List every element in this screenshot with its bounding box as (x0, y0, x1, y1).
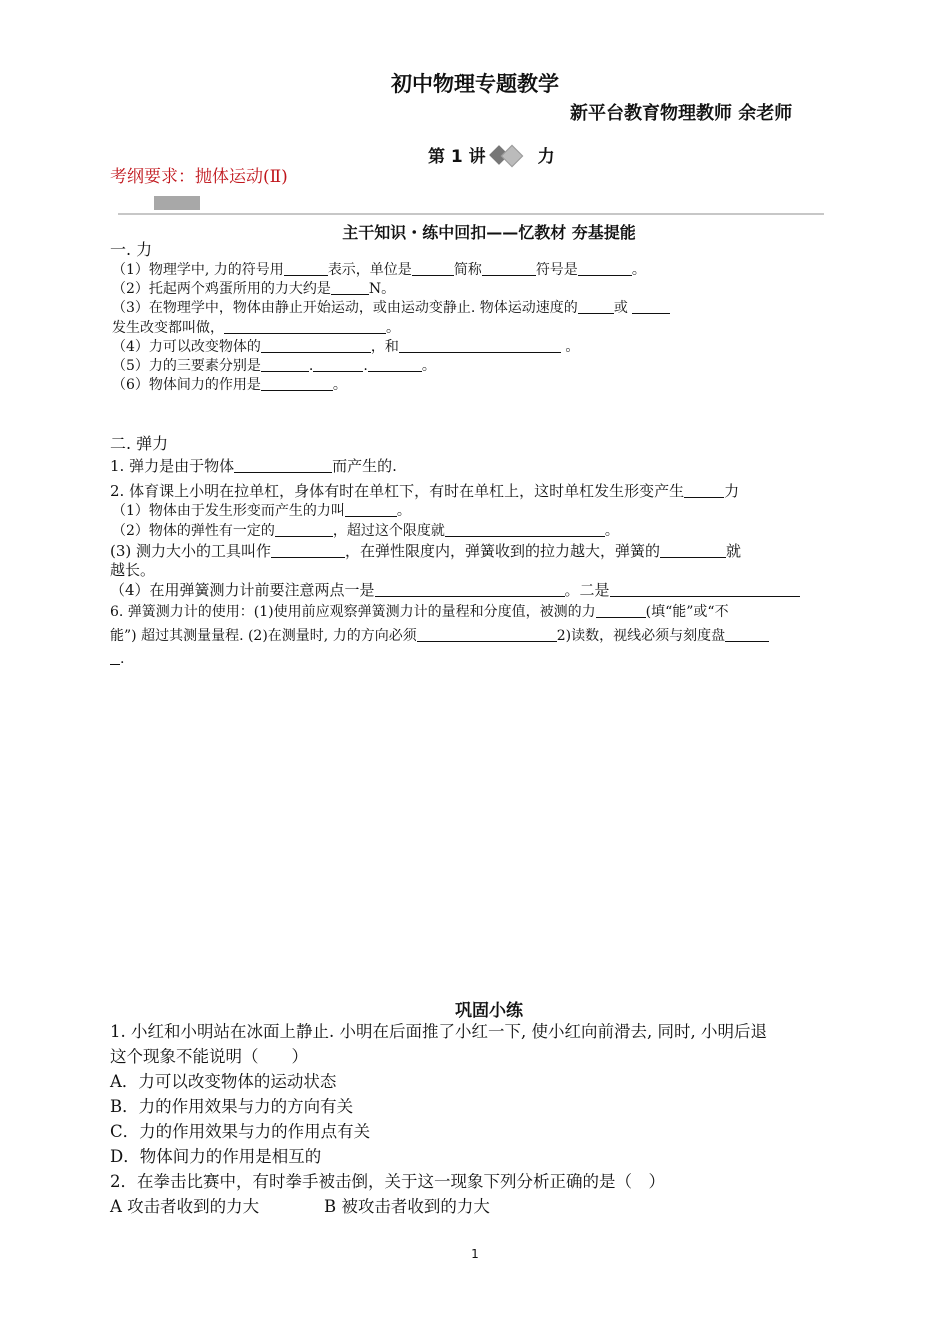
lecture-topic: 力 (537, 147, 555, 167)
syllabus-requirement: 考纲要求：抛体运动(Ⅱ) (110, 167, 288, 187)
decorative-gray-block (154, 196, 200, 210)
blank[interactable] (110, 650, 120, 665)
practice-q1-option-d[interactable]: D．物体间力的作用是相互的 (110, 1147, 322, 1166)
section-heading: 主干知识・练中回扣——忆教材 夯基提能 (342, 223, 636, 242)
blank[interactable] (224, 319, 386, 334)
blank[interactable] (596, 603, 646, 618)
divider (118, 213, 824, 215)
practice-q2-option-b[interactable]: B 被攻击者收到的力大 (324, 1197, 490, 1216)
practice-heading: 巩固小练 (455, 1001, 523, 1021)
part1-q6: （6）物体间力的作用是 。 (112, 377, 347, 393)
practice-q1-option-a[interactable]: A．力可以改变物体的运动状态 (110, 1072, 337, 1091)
part1-heading: 一. 力 (110, 240, 153, 259)
blank[interactable] (375, 581, 565, 597)
practice-q2-option-a[interactable]: A 攻击者收到的力大 (110, 1197, 260, 1216)
part2-sub1: （1）物体由于发生形变而产生的力叫 。 (112, 503, 411, 519)
blank[interactable] (417, 627, 557, 642)
blank[interactable] (261, 376, 333, 391)
page-number: 1 (471, 1247, 479, 1261)
part1-q5: （5）力的三要素分别是 . . 。 (112, 358, 436, 374)
blank[interactable] (399, 338, 561, 353)
page-title: 初中物理专题教学 (391, 72, 559, 96)
practice-q2: 2．在拳击比赛中，有时拳手被击倒，关于这一现象下列分析正确的是（ ） (110, 1172, 665, 1191)
blank[interactable] (271, 542, 345, 558)
teacher-subtitle: 新平台教育物理教师 余老师 (570, 103, 793, 124)
blank[interactable] (284, 261, 328, 276)
part1-q3-line2: 发生改变都叫做， 。 (112, 320, 400, 336)
blank[interactable] (725, 627, 769, 642)
blank[interactable] (331, 280, 369, 295)
part2-item6-line1: 6. 弹簧测力计的使用：(1)使用前应观察弹簧测力计的量程和分度值，被测的力 (填“能”或“不 (110, 604, 729, 620)
practice-q1-line2: 这个现象不能说明（ ） (110, 1047, 308, 1066)
blank[interactable] (234, 457, 332, 473)
part2-item6-line2: 能”) 超过其测量量程. (2)在测量时, 力的方向必须 2)读数，视线必须与刻度盘 (110, 625, 769, 645)
lecture-heading (428, 142, 555, 167)
practice-q1-option-b[interactable]: B．力的作用效果与力的方向有关 (110, 1097, 354, 1116)
blank[interactable] (445, 522, 605, 537)
blank[interactable] (368, 357, 422, 372)
blank[interactable] (578, 261, 632, 276)
part2-sub3-line2: 越长。 (110, 561, 156, 579)
part1-q3-line1: （3）在物理学中，物体由静止开始运动，或由运动变静止. 物体运动速度的 或 (112, 297, 670, 317)
part1-q1: （1）物理学中, 力的符号用 表示，单位是 简称 符号是 。 (112, 262, 646, 278)
part2-item6-line3: . (110, 650, 124, 667)
blank[interactable] (345, 502, 397, 517)
part2-item2: 2. 体育课上小明在拉单杠，身体有时在单杠下，有时在单杠上，这时单杠发生形变产生 力 (110, 482, 740, 500)
part1-q4: （4）力可以改变物体的 ，和 。 (112, 339, 580, 355)
blank[interactable] (684, 482, 724, 498)
blank[interactable] (610, 581, 800, 597)
practice-q1-option-c[interactable]: C．力的作用效果与力的作用点有关 (110, 1122, 371, 1141)
part2-item1: 1. 弹力是由于物体 而产生的. (110, 457, 397, 475)
practice-q1-line1: 1. 小红和小明站在冰面上静止. 小明在后面推了小红一下, 使小红向前滑去, 同时, 小明后退 (110, 1022, 767, 1041)
blank[interactable] (261, 357, 309, 372)
blank[interactable] (313, 357, 363, 372)
part2-sub4: （4）在用弹簧测力计前要注意两点一是 。二是 (110, 579, 800, 600)
blank[interactable] (275, 522, 333, 537)
diamond-icon (486, 148, 538, 166)
lecture-number: 第 1 讲 (428, 147, 486, 167)
blank[interactable] (578, 299, 614, 314)
blank[interactable] (660, 542, 726, 558)
blank[interactable] (261, 338, 371, 353)
part2-sub3-line1: (3) 测力大小的工具叫作 ，在弹性限度内，弹簧收到的拉力越大，弹簧的 就 (110, 542, 742, 560)
blank[interactable] (412, 261, 454, 276)
blank[interactable] (482, 261, 536, 276)
part2-sub2: （2）物体的弹性有一定的 ，超过这个限度就 。 (112, 523, 619, 539)
blank[interactable] (632, 299, 670, 314)
part1-q2: （2）托起两个鸡蛋所用的力大约是 N。 (112, 281, 396, 297)
part2-heading: 二. 弹力 (110, 434, 169, 453)
